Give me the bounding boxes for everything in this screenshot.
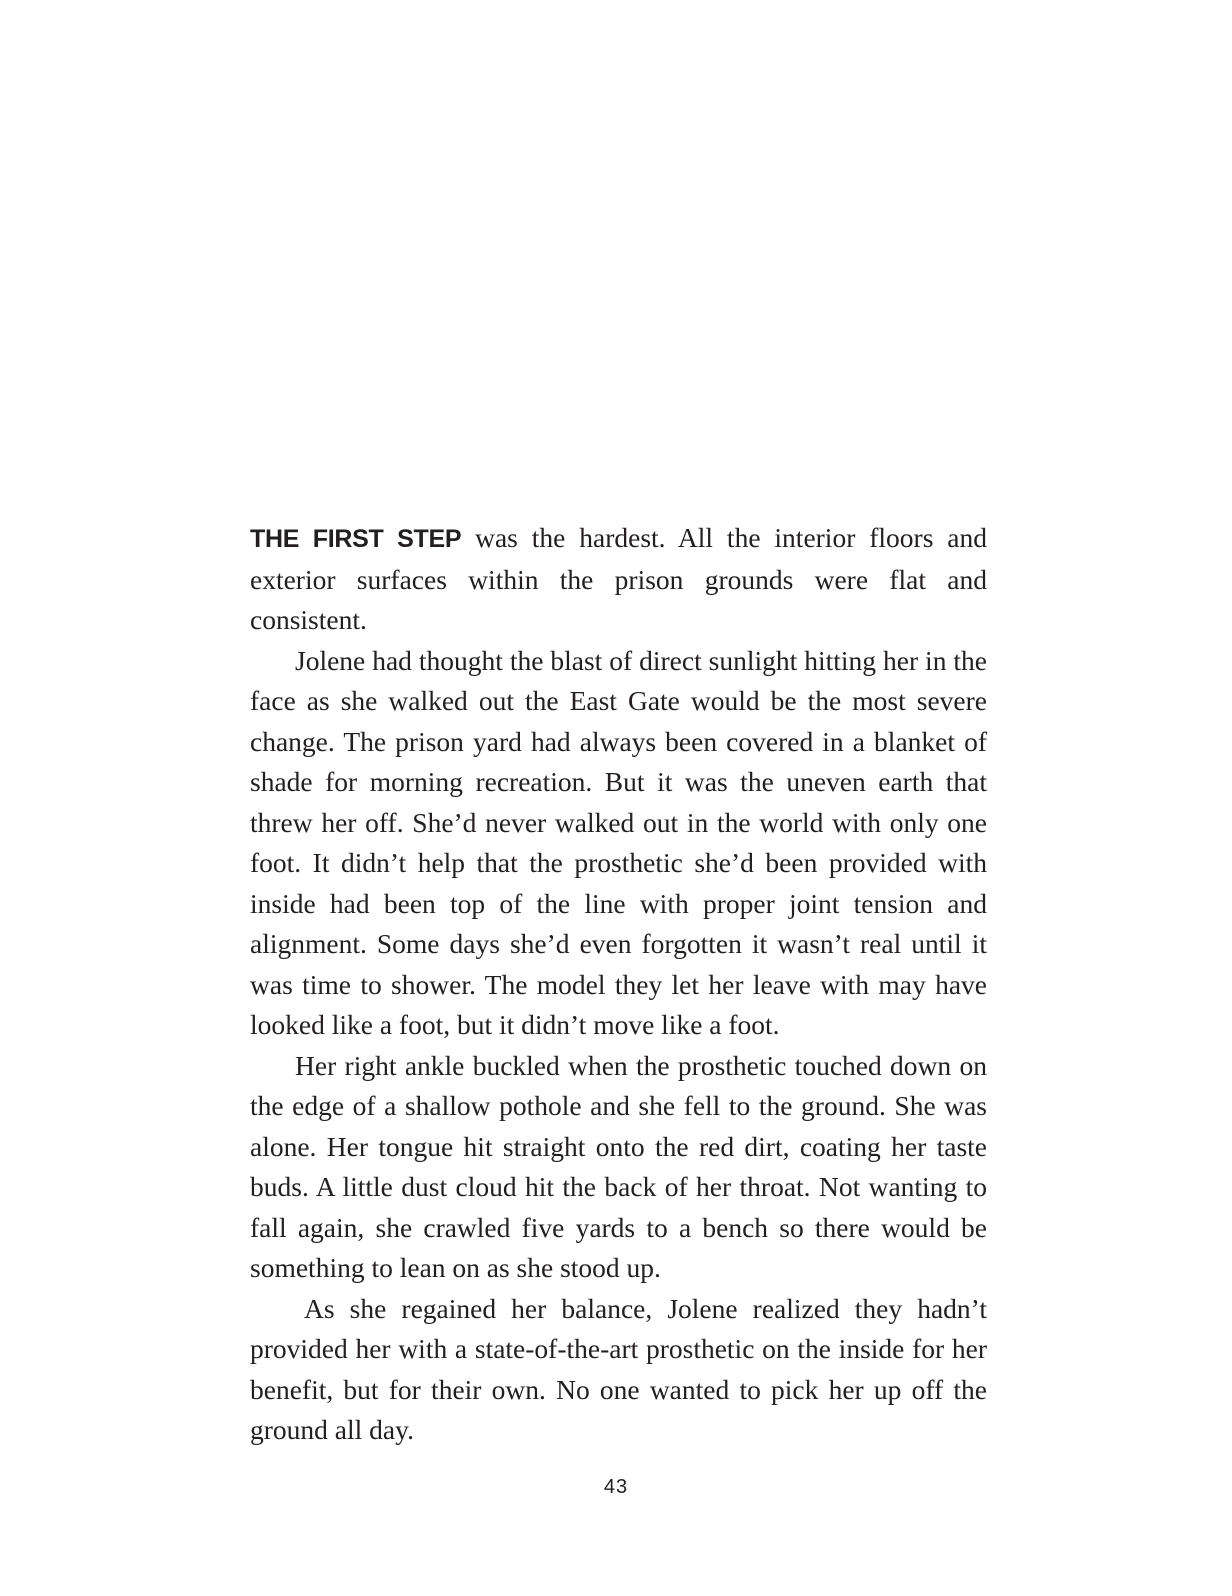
body-text xyxy=(250,518,987,1451)
paragraph: Jolene had thought the blast of direct sunlight hitting her in the face as she walked out the East Gate would be the most severe change. The prison yard had always been covered in a blanket of shade for morning recreation. But it was the uneven earth that threw her off. She’d never walked out in the world with only one foot. It didn’t help that the prosthetic she’d been provided with inside had been top of the line with proper joint tension and alignment. Some days she’d even forgotten it wasn’t real until it was time to shower. The model they let her leave with may have looked like a foot, but it didn’t move like a foot. xyxy=(250,644,987,1040)
chapter-lead-in: THE FIRST STEP xyxy=(250,525,462,553)
opening-paragraph-text: was the hardest. All the interior floors and exterior surfaces within the prison grounds were flat and consistent. xyxy=(250,522,987,635)
paragraph: As she regained her balance, Jolene realized they hadn’t provided her with a state-of-the-art prosthetic on the inside for her benefit, but for their own. No one wanted to pick her up off the ground all day. xyxy=(250,1292,987,1445)
page-number: 43 xyxy=(603,1476,629,1498)
opening-paragraph xyxy=(250,518,987,641)
paragraph: Her right ankle buckled when the prosthetic touched down on the edge of a shallow pothole and she fell to the ground. She was alone. Her tongue hit straight onto the red dirt, coating her taste buds. A little dust cloud hit the back of her throat. Not wanting to fall again, she crawled five yards to a bench so there would be something to lean on as she stood up. xyxy=(250,1049,987,1283)
